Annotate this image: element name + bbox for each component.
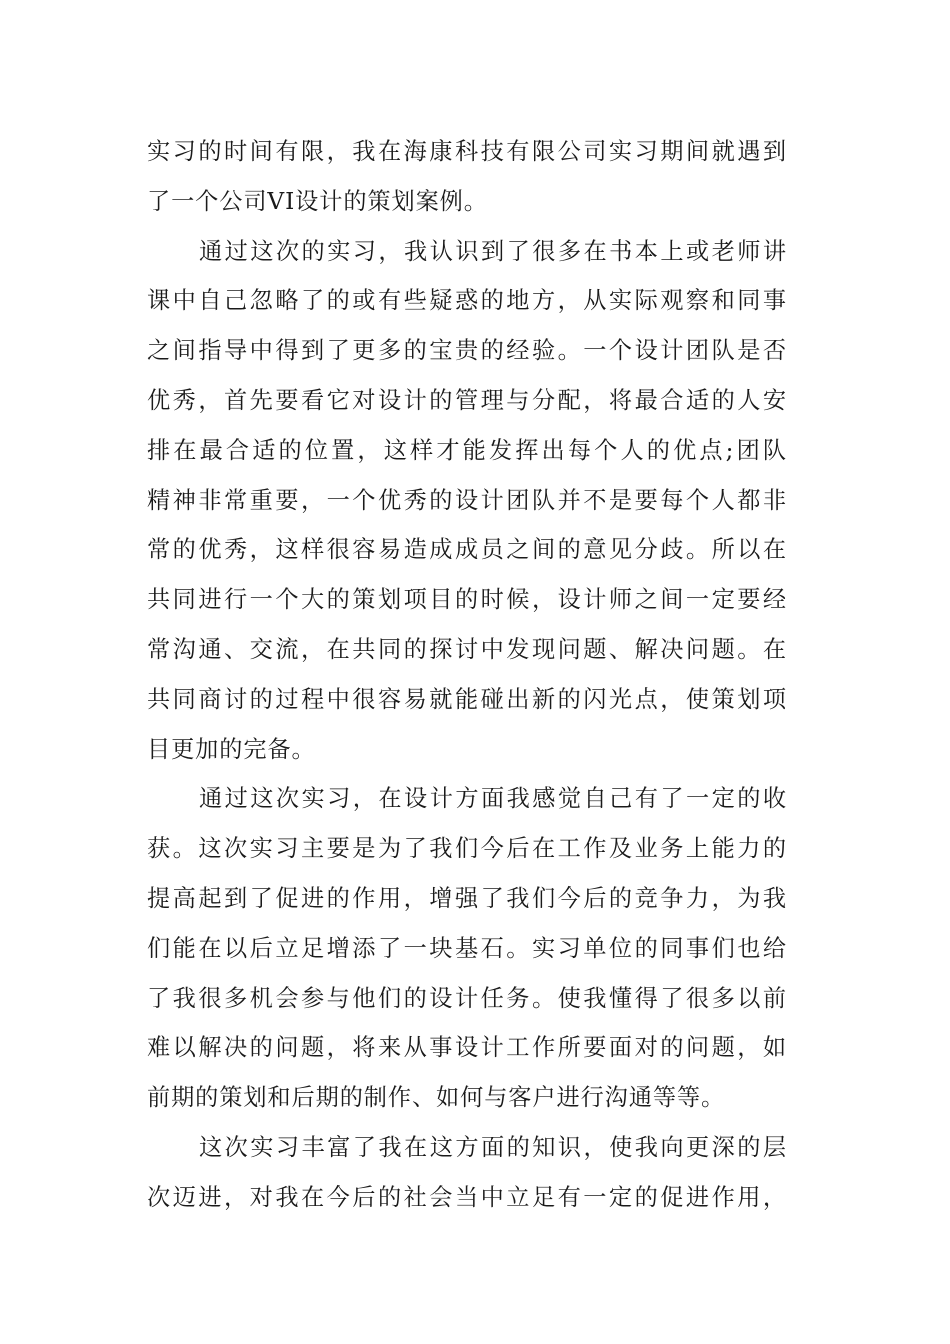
text-line: 通过这次实习，在设计方面我感觉自己有了一定的收 — [199, 785, 787, 813]
paragraph — [147, 127, 787, 227]
body-text — [147, 127, 787, 1223]
text-line: 课中自己忽略了的或有些疑惑的地方，从实际观察和同事 — [147, 287, 787, 315]
text-line: 目更加的完备。 — [147, 735, 316, 763]
text-line: 排在最合适的位置，这样才能发挥出每个人的优点;团队 — [147, 436, 787, 464]
text-line: 常沟通、交流，在共同的探讨中发现问题、解决问题。在 — [147, 635, 787, 663]
text-line: 了一个公司VI设计的策划案例。 — [147, 187, 488, 215]
text-line: 优秀，首先要看它对设计的管理与分配，将最合适的人安 — [147, 386, 787, 414]
text-line: 难以解决的问题，将来从事设计工作所要面对的问题，如 — [147, 1034, 787, 1062]
text-line: 了我很多机会参与他们的设计任务。使我懂得了很多以前 — [147, 984, 787, 1012]
text-line: 之间指导中得到了更多的宝贵的经验。一个设计团队是否 — [147, 337, 787, 365]
text-line: 提高起到了促进的作用，增强了我们今后的竞争力，为我 — [147, 884, 787, 912]
text-line: 精神非常重要，一个优秀的设计团队并不是要每个人都非 — [147, 486, 787, 514]
text-line: 这次实习丰富了我在这方面的知识，使我向更深的层 — [199, 1133, 787, 1161]
text-line: 前期的策划和后期的制作、如何与客户进行沟通等等。 — [147, 1084, 726, 1112]
text-line: 次迈进，对我在今后的社会当中立足有一定的促进作用， — [147, 1183, 787, 1211]
paragraph — [147, 1123, 787, 1223]
text-line: 共同商讨的过程中很容易就能碰出新的闪光点，使策划项 — [147, 685, 787, 713]
text-line: 们能在以后立足增添了一块基石。实习单位的同事们也给 — [147, 934, 787, 962]
text-line: 获。这次实习主要是为了我们今后在工作及业务上能力的 — [147, 835, 787, 863]
paragraph — [147, 227, 787, 775]
paragraph — [147, 774, 787, 1123]
text-line: 实习的时间有限，我在海康科技有限公司实习期间就遇到 — [147, 138, 787, 165]
text-line: 共同进行一个大的策划项目的时候，设计师之间一定要经 — [147, 586, 787, 614]
text-line: 通过这次的实习，我认识到了很多在书本上或老师讲 — [199, 237, 787, 265]
text-line: 常的优秀，这样很容易造成成员之间的意见分歧。所以在 — [147, 536, 787, 564]
